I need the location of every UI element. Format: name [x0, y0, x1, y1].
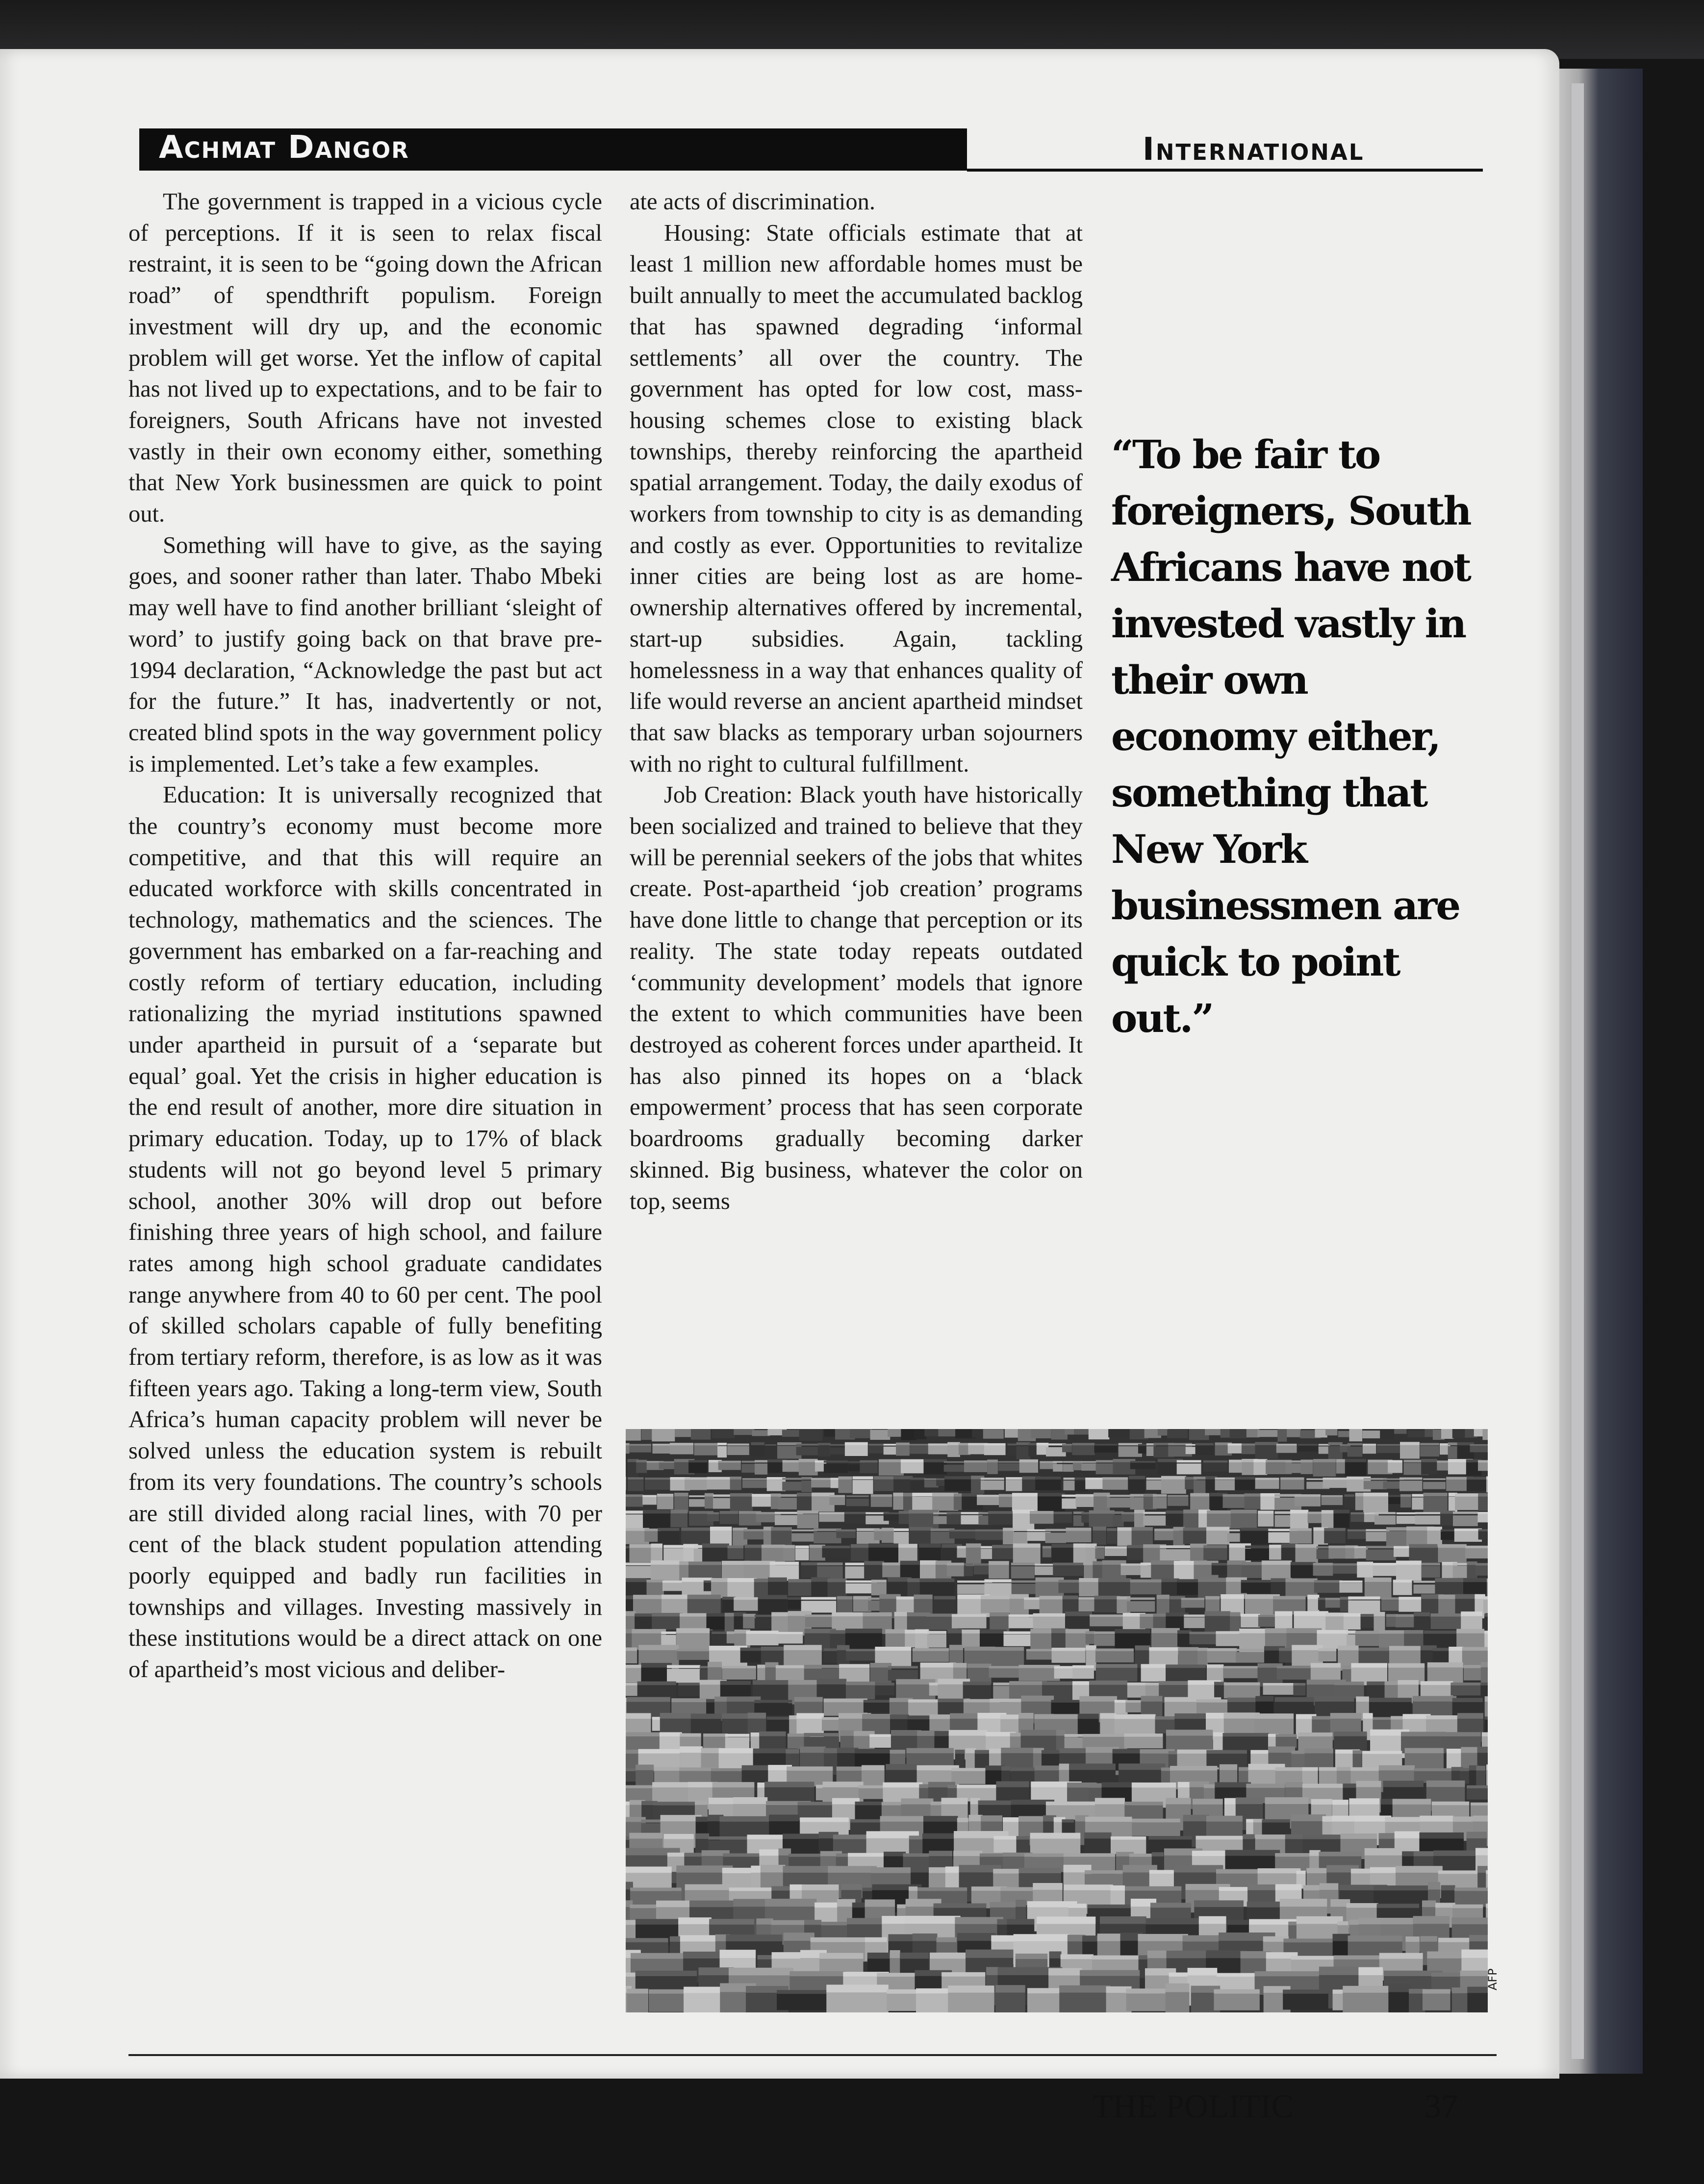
pull-quote: “To be fair to foreigners, South Africans have not invested vastly in their own economy either, something that New York businessmen are quick to point out.”	[1111, 431, 1471, 1041]
paragraph: Housing: State officials estimate that at least 1 million new affordable homes must be built annually to meet the accumulated backlog that has spawned degrading ‘informal settlements’ all over the country. The government has opted for low cost, mass-housing schemes close to existing black townships, thereby reinforcing the apartheid spatial arrangement. Today, the daily exodus of workers from township to city is as demanding and costly as ever. Opportunities to revitalize inner cities are being lost as are home-ownership alternatives offered by incremental, start-up subsidies. Again, tackling homelessness in a way that enhances quality of life would reverse an ancient apartheid mindset that saw blacks as temporary urban sojourners with no right to cultural fulfillment.	[630, 220, 1083, 777]
township-photo-image	[626, 1429, 1488, 2012]
page-number: 37	[1424, 2087, 1458, 2125]
article-column-1	[128, 186, 602, 1685]
township-photo	[626, 1429, 1488, 2012]
footer-publication: THE POLITIC	[1093, 2087, 1294, 2125]
footer-rule	[128, 2054, 1497, 2056]
book-cover-edge	[1545, 69, 1643, 2074]
photo-credit: AFP	[1486, 1968, 1500, 1990]
paragraph: The government is trapped in a vicious cycle of perceptions. If it is seen to relax fiscal restraint, it is seen to be “going down the African road” of spendthrift populism. Foreign investment will dry up, and the economic problem will get worse. Yet the inflow of capital has not lived up to expectations, and to be fair to foreigners, South Africans have not invested vastly in their own economy either, something that New York businessmen are quick to point out.	[128, 189, 602, 527]
header-author: Achmat Dangor	[159, 129, 409, 166]
article-column-2	[630, 186, 1083, 1217]
paragraph: Job Creation: Black youth have historically been socialized and trained to believe that they will be perennial seekers of the jobs that whites create. Post-apartheid ‘job creation’ programs have done little to change that perception or its reality. The state today repeats outdated ‘community development’ models that ignore the extent to which communities have been destroyed as coherent forces under apartheid. It has also pinned its hopes on a ‘black empowerment’ process that has seen corporate boardrooms gradually becoming darker skinned. Big business, whatever the color on top, seems	[630, 782, 1083, 1214]
paragraph: Something will have to give, as the saying goes, and sooner rather than later. Thabo Mbeki may well have to find another brilliant ‘sleight of word’ to justify going back on that brave pre-1994 declaration, “Acknowledge the past but act for the future.” It has, inadvertently or not, created blind spots in the way government policy is implemented. Let’s take a few examples.	[128, 532, 602, 777]
header-section: International	[1143, 131, 1365, 168]
header-rule	[967, 169, 1483, 172]
paragraph: ate acts of discrimination.	[630, 189, 876, 215]
paragraph: Education: It is universally recognized that the country’s economy must become more competitive, and that this will require an educated workforce with skills concentrated in technology, mathematics and the sciences. The government has embarked on a far-reaching and costly reform of tertiary education, including rationalizing the myriad institutions spawned under apartheid in pursuit of a ‘separate but equal’ goal. Yet the crisis in higher education is the end result of another, more dire situation in primary education. Today, up to 17% of black students will not go beyond level 5 primary school, another 30% will drop out before finishing three years of high school, and failure rates among high school graduate candidates range anywhere from 40 to 60 per cent. The pool of skilled scholars capable of fully benefiting from tertiary reform, therefore, is as low as it was fifteen years ago. Taking a long-term view, South Africa’s human capacity problem will never be solved unless the education system is rebuilt from its very foundations. The country’s schools are still divided along racial lines, with 70 per cent of the black student population attending poorly equipped and badly run facilities in townships and villages. Investing massively in these institutions would be a direct attack on one of apartheid’s most vicious and deliber-	[128, 782, 602, 1683]
